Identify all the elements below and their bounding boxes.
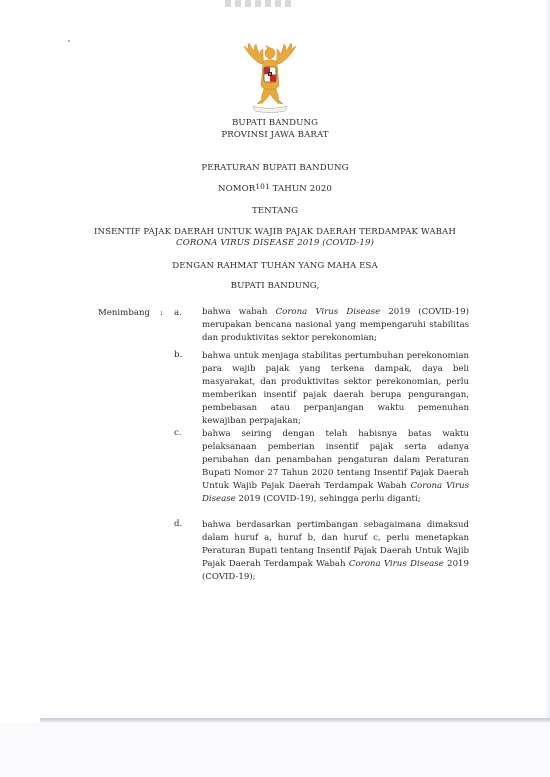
considering-item-d	[202, 519, 469, 584]
regulation-year: 2020	[309, 184, 332, 194]
subject-line-2: CORONA VIRUS DISEASE 2019 (COVID-19)	[176, 238, 374, 248]
about-heading: TENTANG	[251, 206, 299, 216]
item-letter-d: d.	[174, 519, 183, 529]
item-letter-a: a.	[174, 308, 182, 318]
regent-heading: BUPATI BANDUNG	[231, 118, 319, 128]
garuda-emblem-icon	[239, 42, 301, 114]
scan-artifact	[225, 0, 295, 7]
province-heading: PROVINSI JAWA BARAT	[221, 130, 329, 140]
item-c-text-end: 2019 (COVID-19), sehingga perlu diganti;	[235, 493, 421, 504]
item-letter-b: b.	[174, 350, 183, 360]
blessing-line: DENGAN RAHMAT TUHAN YANG MAHA ESA	[172, 261, 378, 271]
considering-item-a	[202, 306, 469, 345]
regulation-number: 101	[255, 182, 270, 191]
item-d-text: bahwa berdasarkan pertimbangan sebagaimana dimaksud dalam huruf a, huruf b, dan huruf c, perlu menetapkan Peraturan Bupati tentang Insentif Pajak Daerah Untuk Wajib Pajak Daerah Terdampak Wabah	[202, 520, 469, 569]
item-c-italic: Corona Virus Disease	[202, 480, 469, 504]
item-c-text: bahwa seiring dengan telah habisnya batas waktu pelaksanaan pemberian insentif pajak serta adanya perubahan dan penambahan pengaturan dalam Peraturan Bupati Nomor 27 Tahun 2020 tentang Insentif Pajak Daerah Untuk Wajib Pajak Daerah Terdampak Wabah	[202, 429, 469, 491]
item-a-text: bahwa wabah	[202, 307, 276, 317]
item-b-text: bahwa untuk menjaga stabilitas pertumbuhan perekonomian para wajib pajak yang terkena dampak, daya beli masyarakat, dan produktivitas sektor perekonomian, perlu memberikan insentif pajak daerah berupa pengurangan, pembebasan atau perpanjangan waktu pemenuhan kewajiban perpajakan;	[202, 351, 469, 426]
page-bottom-margin	[0, 722, 550, 777]
scan-speck	[68, 40, 70, 42]
item-a-italic: Corona Virus Disease	[275, 307, 381, 317]
subject-line-1: INSENTIF PAJAK DAERAH UNTUK WAJIB PAJAK DAERAH TERDAMPAK WABAH	[94, 227, 456, 237]
considering-label: Menimbang	[98, 308, 150, 318]
page-bottom-edge	[40, 718, 550, 722]
considering-item-b	[202, 350, 469, 427]
number-prefix: NOMOR	[217, 184, 256, 194]
item-d-italic: Corona Virus Disease	[348, 558, 444, 569]
issuer-line: BUPATI BANDUNG,	[230, 281, 320, 291]
regulation-number-line	[0, 182, 550, 194]
considering-item-c	[202, 428, 469, 505]
considering-colon: :	[160, 308, 163, 318]
item-d-text-end: 2019 (COVID-19);	[202, 558, 469, 582]
regulation-title: PERATURAN BUPATI BANDUNG	[201, 163, 349, 173]
page-edge	[544, 0, 550, 777]
item-a-text-end: 2019 (COVID-19) merupakan bencana nasional yang mempengaruhi stabilitas dan produktivitas sektor perekonomian;	[202, 307, 469, 343]
item-letter-c: c.	[174, 428, 182, 438]
year-label: TAHUN	[272, 184, 307, 194]
